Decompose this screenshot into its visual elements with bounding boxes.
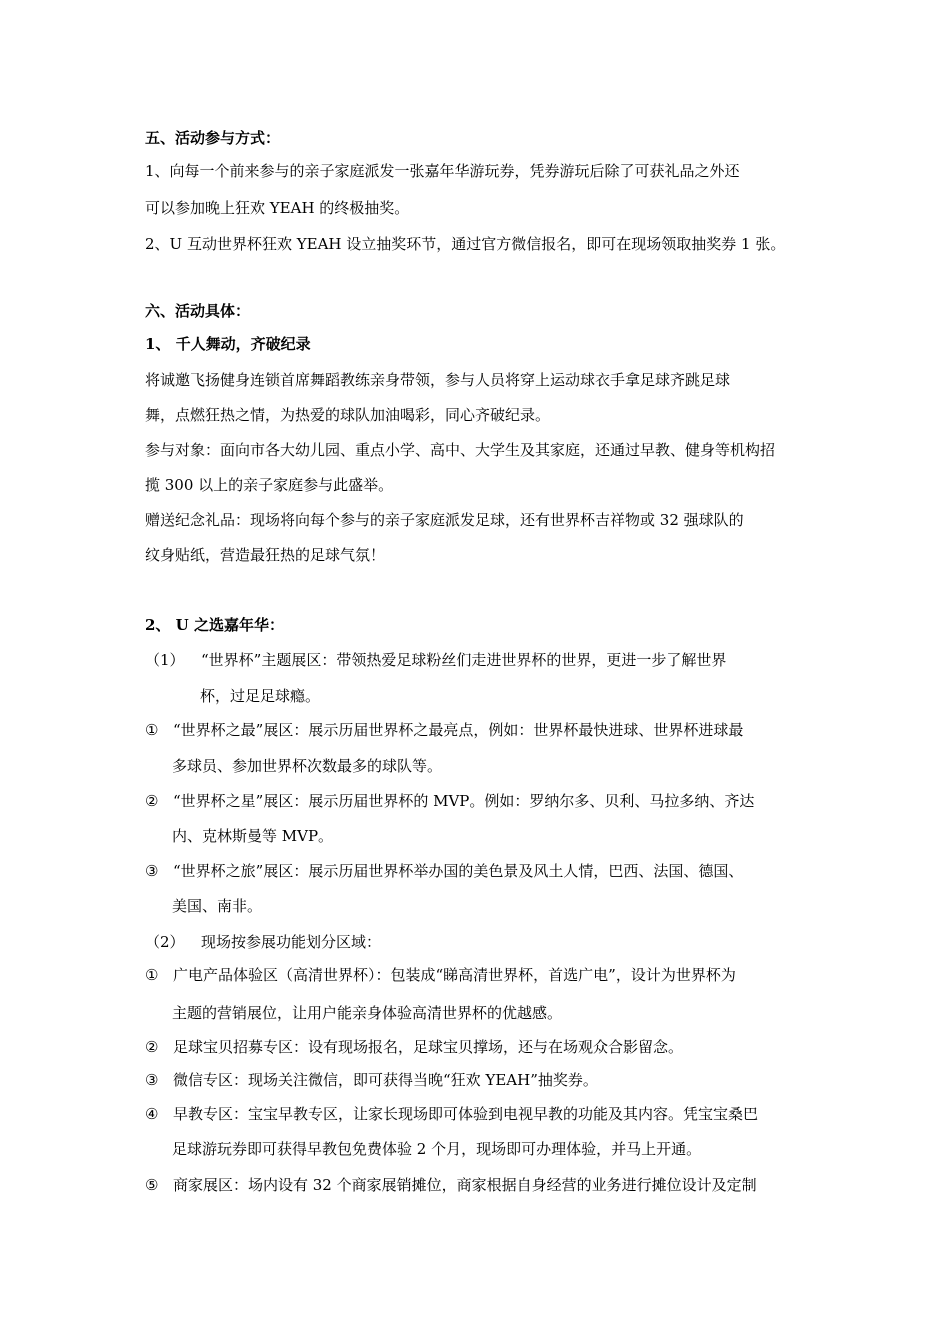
item-marker: ② <box>145 1038 159 1056</box>
part-1-title: 1、 千人舞动，齐破纪录 <box>145 335 311 353</box>
sub-2-item-2-line-1 <box>145 1037 683 1057</box>
section-5-item-2-line-1: 2、U 互动世界杯狂欢 YEAH 设立抽奖环节，通过官方微信报名，即可在现场领取抽奖券 1 张。 <box>145 235 786 253</box>
sub-1-item-2-line-2: 内、克林斯曼等 MVP。 <box>172 827 334 845</box>
part-1-paragraph-2-line-1: 参与对象：面向市各大幼儿园、重点小学、高中、大学生及其家庭，还通过早教、健身等机构招 <box>145 441 776 459</box>
item-marker: ④ <box>145 1105 159 1123</box>
item-text: 微信专区：现场关注微信，即可获得当晚“狂欢 YEAH”抽奖券。 <box>173 1071 598 1089</box>
item-text: 早教专区：宝宝早教专区，让家长现场即可体验到电视早教的功能及其内容。凭宝宝桑巴 <box>173 1105 759 1123</box>
section-5-heading: 五、活动参与方式： <box>145 129 281 147</box>
sub-2-item-5-line-1 <box>145 1175 757 1195</box>
item-marker: ③ <box>145 862 159 880</box>
item-text: “世界杯之星”展区：展示历届世界杯的 MVP。例如：罗纳尔多、贝利、马拉多纳、齐达 <box>173 792 755 810</box>
item-marker: ③ <box>145 1071 159 1089</box>
sub-1-line-2: 杯，过足足球瘾。 <box>200 687 321 705</box>
part-1-paragraph-3-line-2: 纹身贴纸，营造最狂热的足球气氛！ <box>145 546 386 564</box>
sub-1-item-2-line-1 <box>145 791 754 811</box>
item-text: 商家展区：场内设有 32 个商家展销摊位，商家根据自身经营的业务进行摊位设计及定制 <box>173 1176 757 1194</box>
item-marker: ⑤ <box>145 1176 159 1194</box>
section-5-item-1-line-2: 可以参加晚上狂欢 YEAH 的终极抽奖。 <box>145 199 410 217</box>
sub-1-item-1-line-2: 多球员、参加世界杯次数最多的球队等。 <box>172 757 443 775</box>
sub-1-item-3-line-1 <box>145 861 743 881</box>
section-6-heading: 六、活动具体： <box>145 302 251 320</box>
sub-2-item-4-line-2: 足球游玩券即可获得早教包免费体验 2 个月，现场即可办理体验，并马上开通。 <box>172 1140 702 1158</box>
part-1-paragraph-1-line-2: 舞，点燃狂热之情，为热爱的球队加油喝彩，同心齐破纪录。 <box>145 406 551 424</box>
item-marker: ① <box>145 966 159 984</box>
section-5-item-1-line-1: 1、向每一个前来参与的亲子家庭派发一张嘉年华游玩券，凭券游玩后除了可获礼品之外还 <box>145 162 740 180</box>
sub-2-item-4-line-1 <box>145 1104 758 1124</box>
sub-2-item-1-line-2: 主题的营销展位，让用户能亲身体验高清世界杯的优越感。 <box>172 1004 563 1022</box>
sub-1-item-1-line-1 <box>145 720 743 740</box>
sub-2-item-3-line-1 <box>145 1070 598 1090</box>
sub-1-text: “世界杯”主题展区：带领热爱足球粉丝们走进世界杯的世界，更进一步了解世界 <box>201 651 727 669</box>
part-1-paragraph-2-line-2: 揽 300 以上的亲子家庭参与此盛举。 <box>145 476 394 494</box>
sub-2-text: 现场按参展功能划分区域： <box>201 933 382 951</box>
item-text: 足球宝贝招募专区：设有现场报名，足球宝贝撑场，还与在场观众合影留念。 <box>173 1038 684 1056</box>
sub-2-number: （2） <box>145 933 185 951</box>
item-marker: ① <box>145 721 159 739</box>
sub-1-item-3-line-2: 美国、南非。 <box>172 897 263 915</box>
sub-2-line-1 <box>145 932 381 952</box>
item-text: “世界杯之旅”展区：展示历届世界杯举办国的美色景及风土人情，巴西、法国、德国、 <box>173 862 744 880</box>
item-text: “世界杯之最”展区：展示历届世界杯之最亮点，例如：世界杯最快进球、世界杯进球最 <box>173 721 744 739</box>
part-1-paragraph-3-line-1: 赠送纪念礼品：现场将向每个参与的亲子家庭派发足球，还有世界杯吉祥物或 32 强球队的 <box>145 511 744 529</box>
sub-1-number: （1） <box>145 651 185 669</box>
part-2-title: 2、 U 之选嘉年华： <box>145 616 284 634</box>
sub-1-line-1 <box>145 650 726 670</box>
item-text: 广电产品体验区（高清世界杯）：包装成“睇高清世界杯，首选广电”，设计为世界杯为 <box>173 966 736 984</box>
part-1-paragraph-1-line-1: 将诚邀飞扬健身连锁首席舞蹈教练亲身带领，参与人员将穿上运动球衣手拿足球齐跳足球 <box>145 371 731 389</box>
item-marker: ② <box>145 792 159 810</box>
sub-2-item-1-line-1 <box>145 965 736 985</box>
